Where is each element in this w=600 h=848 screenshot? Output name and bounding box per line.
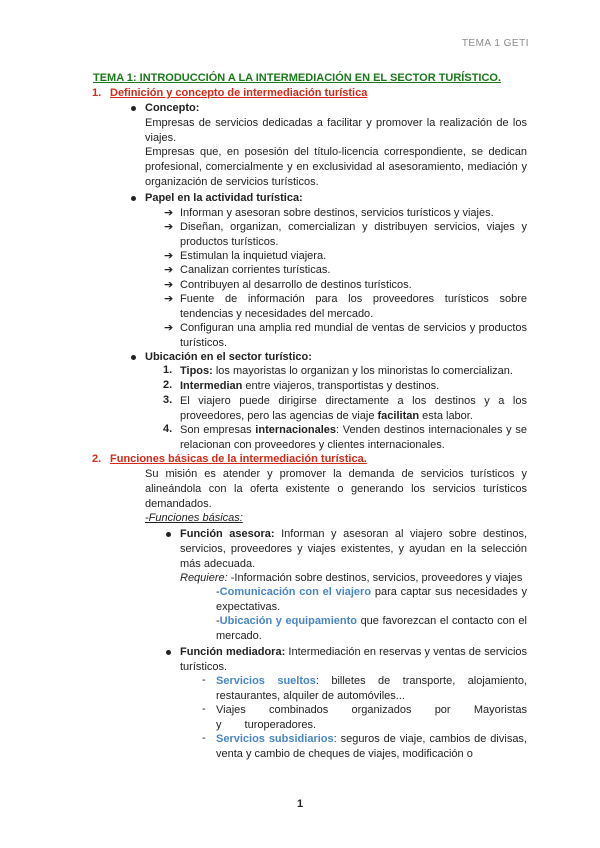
section-2-heading	[92, 453, 367, 465]
header-tag: TEMA 1 GETI	[461, 38, 529, 49]
mediadora-item-text: : seguros de viaje, cambios de divisas, venta y cambio de cheques de viajes, modificación o	[216, 733, 527, 760]
requiere-line	[180, 571, 530, 586]
papel-item: Canalizan corrientes turísticas.	[180, 264, 331, 276]
section-title: Definición y concepto de intermediación turística	[110, 87, 368, 99]
bullet-icon	[166, 650, 171, 655]
list-number: 1.	[163, 364, 173, 376]
mediadora-highlight: Servicios sueltos	[216, 675, 316, 687]
requiere-text: -Información sobre destinos, servicios, proveedores y viajes	[227, 572, 523, 584]
concepto-paragraph-1: Empresas de servicios dedicadas a facilitar y promover la realización de los viajes.	[145, 117, 527, 144]
mediadora-item-text: Viajes combinados organizados por Mayoristas y turoperadores.	[216, 704, 527, 731]
mediadora-item	[216, 703, 527, 733]
bullet-icon	[131, 106, 136, 111]
bullet-icon	[131, 355, 136, 360]
papel-heading: Papel en la actividad turística:	[145, 192, 303, 204]
requiere-label: Requiere:	[180, 572, 228, 584]
list-number: 3.	[163, 394, 173, 406]
requiere-item: -Ubicación y equipamiento que favorezcan el contacto con el mercado.	[216, 615, 527, 642]
requiere-highlight: Comunicación con el viajero	[219, 586, 372, 598]
dash-bullet: -	[202, 732, 206, 744]
item-text: Son empresas	[180, 424, 256, 436]
section-title: Funciones básicas de la intermediación turística.	[110, 453, 367, 465]
funcion-asesora-text: Informan y asesoran al viajero sobre destinos, servicios, proveedores y viajes existentes, y ayudan en la selección más adecuada.	[180, 528, 528, 570]
arrow-right-icon: ➔	[164, 293, 174, 305]
section-number: 1.	[92, 87, 102, 99]
papel-item: Contribuyen al desarrollo de destinos turísticos.	[180, 279, 412, 291]
papel-item: Estimulan la inquietud viajera.	[180, 250, 327, 262]
item-text: entre viajeros, transportistas y destinos.	[242, 380, 440, 392]
concepto-paragraph-2: Empresas que, en posesión del título-licencia correspondiente, se dedican profesional, comercialmente y en exclusividad al asesoramiento, mediación y organización de servicios turísticos.	[145, 146, 527, 188]
arrow-right-icon: ➔	[164, 322, 174, 334]
funcion-asesora-heading: Función asesora:	[180, 528, 275, 540]
ubicacion-item	[180, 379, 527, 394]
bullet-icon	[131, 196, 136, 201]
item-text: esta labor.	[419, 410, 473, 422]
arrow-right-icon: ➔	[164, 221, 174, 233]
item-text: los mayoristas lo organizan y los minoristas lo comercializan.	[212, 365, 513, 377]
dash-bullet: -	[202, 703, 206, 715]
section-2-intro: Su misión es atender y promover la demanda de servicios turísticos y alineándola con la oferta existente o generando los servicios turísticos demandados.	[145, 468, 527, 510]
papel-item: Configuran una amplia red mundial de ventas de servicios y productos turísticos.	[180, 322, 527, 349]
concepto-heading: Concepto:	[145, 102, 200, 114]
document-title: TEMA 1: INTRODUCCIÓN A LA INTERMEDIACIÓN EN EL SECTOR TURÍSTICO.	[93, 72, 502, 84]
funciones-subheading: -Funciones básicas:	[145, 512, 243, 524]
funcion-mediadora-text: Intermediación en reservas y ventas de servicios turísticos.	[180, 646, 527, 673]
papel-item: Fuente de información para los proveedores turísticos sobre tendencias y necesidades del mercado.	[180, 293, 527, 320]
requiere-item-text: para captar sus necesidades y expectativas.	[216, 586, 527, 613]
funcion-asesora	[180, 527, 527, 572]
item-text: : Venden destinos internacionales y se relacionan con proveedores y clientes internacionales.	[180, 424, 527, 451]
mediadora-item-text: : billetes de transporte, alojamiento, restaurantes, alquiler de automóviles...	[216, 675, 527, 702]
ubicacion-item	[180, 423, 527, 453]
papel-item: Informan y asesoran sobre destinos, servicios turísticos y viajes.	[180, 207, 494, 219]
requiere-highlight: Ubicación y equipamiento	[219, 615, 357, 627]
papel-item: Diseñan, organizan, comercializan y distribuyen servicios, viajes y productos turísticos.	[180, 221, 527, 248]
funcion-mediadora-heading: Función mediadora:	[180, 646, 286, 658]
mediadora-item	[216, 732, 527, 762]
arrow-right-icon: ➔	[164, 279, 174, 291]
bold-term: Tipos:	[180, 365, 213, 377]
item-text: El viajero puede dirigirse directamente a los destinos y a los proveedores, pero las agencias de viaje	[180, 395, 527, 422]
bold-term: facilitan	[377, 410, 420, 422]
funcion-mediadora	[180, 645, 527, 675]
arrow-right-icon: ➔	[164, 250, 174, 262]
ubicacion-heading: Ubicación en el sector turístico:	[145, 351, 312, 363]
section-number: 2.	[92, 453, 102, 465]
ubicacion-item	[180, 364, 527, 379]
ubicacion-item	[180, 394, 527, 424]
page-number: 1	[296, 798, 304, 810]
requiere-item: -Comunicación con el viajero para captar sus necesidades y expectativas.	[216, 586, 527, 613]
requiere-item-text: que favorezcan el contacto con el mercado.	[216, 615, 527, 642]
arrow-right-icon: ➔	[164, 207, 174, 219]
dash-bullet: -	[202, 674, 206, 686]
list-number: 4.	[163, 423, 173, 435]
bold-term: internacionales	[255, 424, 336, 436]
list-number: 2.	[163, 379, 173, 391]
bullet-icon	[166, 532, 171, 537]
section-1-heading	[92, 87, 367, 99]
mediadora-highlight: Servicios subsidiarios	[216, 733, 334, 745]
bold-term: Intermedian	[180, 380, 243, 392]
arrow-right-icon: ➔	[164, 264, 174, 276]
mediadora-item	[216, 674, 527, 704]
